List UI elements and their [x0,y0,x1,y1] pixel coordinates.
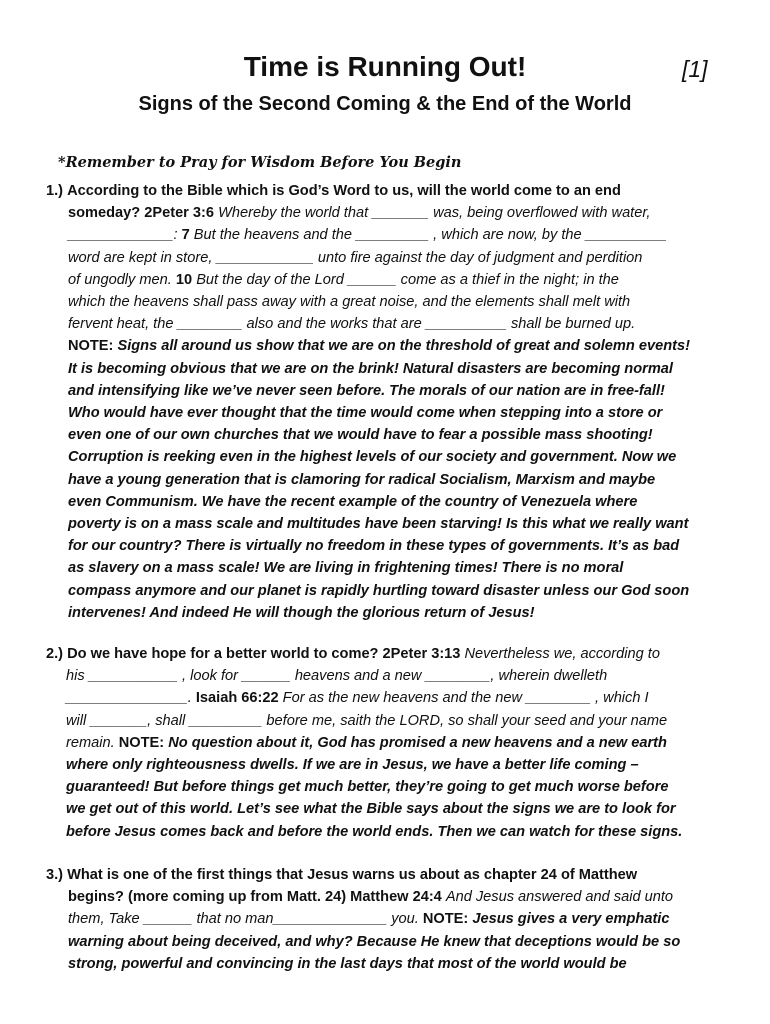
q1-note-text: and intensifying like we’ve never seen before. The morals of our nation are in free-fall! [68,382,665,399]
q3-verse-text: And Jesus answered and said unto [445,889,674,906]
q1-note-text: poverty is on a mass scale and multitudes have been starving! Is this what we really want [68,516,689,533]
q1-verse-text: But the heavens and the _________ , which are now, by the __________ [193,227,667,244]
page-title: Time is Running Out! [243,51,527,82]
q2-note-label: NOTE: [118,734,169,751]
q2-verse-text: his ___________ , look for ______ heavens and a new ________, wherein dwelleth [66,668,608,685]
q2-note-text: we get out of this world. Let’s see what the Bible says about the signs we are to look for [66,801,676,818]
q1-note-text: even Communism. We have the recent example of the country of Venezuela where [68,493,638,510]
question-1-text: According to the Bible which is God’s Word to us, will the world come to an end [67,183,621,199]
q1-note-text: It is becoming obvious that we are on the brink! Natural disasters are becoming normal [68,360,673,377]
q3-note-text: warning about being deceived, and why? Because He knew that deceptions would be so [68,933,681,950]
question-3 [46,864,736,975]
q1-note-label: NOTE: [68,338,118,355]
q1-note-text: have a young generation that is clamoring for radical Socialism, Marxism and maybe [68,471,656,488]
q1-verse-text: Whereby the world that _______ was, being overflowed with water, [218,205,651,222]
q2-reference: Isaiah 66:22 [195,690,283,707]
page-number: [1] [682,56,708,82]
question-1 [46,180,736,624]
question-2 [46,643,736,843]
question-3-text: What is one of the first things that Jesus warns us about as chapter 24 of Matthew [67,867,638,883]
q2-note-text: before Jesus comes back and before the world ends. Then we can watch for these signs. [66,823,683,840]
q1-verse-text: fervent heat, the ________ also and the works that are __________ shall be burned up. [68,316,636,333]
q3-note-text: strong, powerful and convincing in the last days that most of the world would be [68,955,627,972]
q1-note-text: Who would have ever thought that the time would come when stepping into a store or [68,405,663,422]
q3-verse-text: them, Take ______ that no man______________ you. [68,911,423,928]
q1-verse-text: which the heavens shall pass away with a great noise, and the elements shall melt with [68,294,631,311]
q2-verse-text: Nevertheless we, according to [464,646,660,662]
prayer-reminder: *Remember to Pray for Wisdom Before You Begin [58,154,462,171]
q2-note-text: No question about it, God has promised a new heavens and a new earth [168,734,667,751]
page-subtitle: Signs of the Second Coming & the End of the World [138,93,632,115]
question-3-number: 3.) [46,867,64,883]
q1-note-text: Corruption is reeking even in the highest levels of our society and government. Now we [68,449,677,466]
q1-verse-number: 7 [181,227,194,244]
question-2-text: Do we have hope for a better world to come? 2Peter 3:13 [67,646,465,662]
q1-verse-text: _____________: [68,227,182,244]
q1-note-text: as slavery on a mass scale! We are living in frightening times! There is no moral [68,560,624,577]
q1-reference: someday? 2Peter 3:6 [68,205,219,222]
q1-verse-text: But the day of the Lord ______ come as a thief in the night; in the [196,271,619,288]
q2-verse-text: _______________. [66,690,196,707]
q2-note-text: guaranteed! But before things get much better, they’re going to get much worse before [66,779,669,796]
q3-note-label: NOTE: [422,911,473,928]
question-2-number: 2.) [46,646,64,662]
q1-note-text: even one of our own churches that we would have to fear a possible mass shooting! [68,427,653,444]
q1-verse-text: word are kept in store, ____________ unto fire against the day of judgment and perdition [68,249,643,266]
question-1-number: 1.) [46,183,64,199]
q2-note-text: where only righteousness dwells. If we are in Jesus, we have a better life coming – [66,757,639,774]
q1-note-text: for our country? There is virtually no freedom in these types of governments. It’s as bad [68,538,680,555]
q1-note-text: Signs all around us show that we are on the threshold of great and solemn events! [117,338,690,355]
q1-verse-text: of ungodly men. [68,271,176,288]
q2-verse-text: For as the new heavens and the new ________ , which I [282,690,649,707]
q1-note-text: intervenes! And indeed He will though the glorious return of Jesus! [68,604,535,621]
q1-note-text: compass anymore and our planet is rapidly hurtling toward disaster unless our God soon [68,582,690,599]
q1-verse-number: 10 [175,271,197,288]
q3-question-text: begins? (more coming up from Matt. 24) Matthew 24:4 [68,889,446,906]
q3-note-text: Jesus gives a very emphatic [472,911,670,928]
q2-verse-text: will _______, shall _________ before me, saith the LORD, so shall your seed and your name [66,712,668,729]
q2-verse-text: remain. [66,734,119,751]
